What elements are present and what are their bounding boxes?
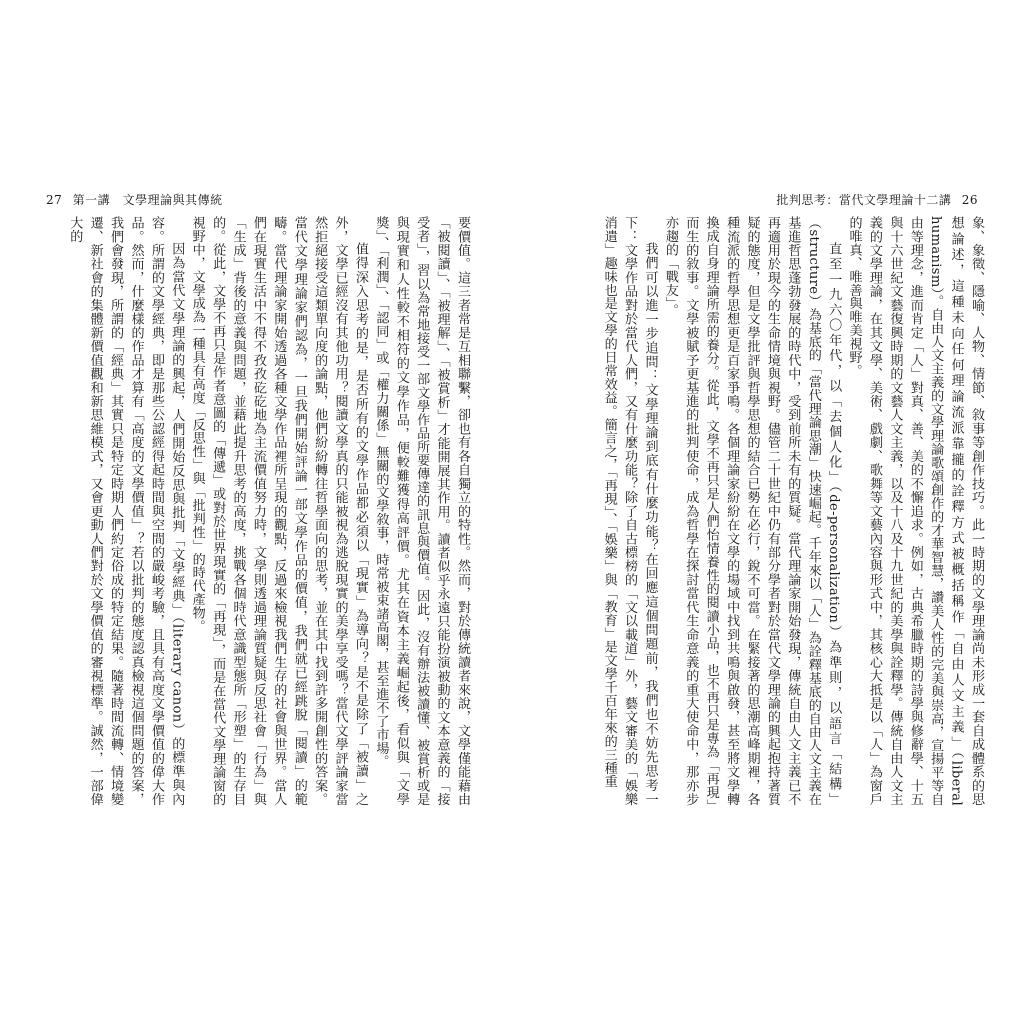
right-page-number: 26	[961, 193, 978, 207]
left-running-head-title: 第一講 文學理論與其傳統	[72, 193, 223, 207]
right-running-head-title: 批判思考：當代文學理論十二講	[776, 193, 952, 207]
right-page	[512, 0, 1024, 1024]
left-running-header	[40, 191, 223, 208]
body-paragraph: 值得深入思考的是，是否所有的文學作品都必須以「現實」為導向？是不是除了「被讀」之外，文學已經沒有其他功用？閱讀文學真的只能被視為逃脫現實的美學享受嗎？當代文學評論家當然拒絕接受這類單向度的論點，他們紛紛轉往哲學面向的思考，並在其中找到許多開創性的答案。當代文學理論家們認為，一旦我們開始評論一部文學作品的價值，我們就已經跳脫「閱讀」的範疇。當代理論家開始透過各種文學作品裡所呈現的觀點，反過來檢視我們生存的社會與世界。當人們在現實生活中不得不孜孜矻矻地為主流價值努力時，文學則透過理論質疑與反思社會「行為」與「生成」背後的意義與問題，並藉此提升思考的高度，挑戰各個時代意識型態所「形塑」的生存目的。從此，文學不再只是作者意圖的「傳遞」或對於世界現實的「再現」，而是在當代文學理論窗的視野中，文學成為一種具有高度「反思性」與「批判性」的時代產物。	[189, 216, 368, 806]
body-paragraph: 象、象徵、隱喻、人物、情節、敘事等創作技巧。此一時期的文學理論尚未形成一套自成體系的思想論述，這種未向任何理論流派靠攏的詮釋方式被概括稱作「自由人文主義」（liberal humanism）。自由人文主義的文學理論歌頌創作的才華智慧，讚美人性的完美與崇高，宣揚平等自由等理念，進而肯定「人」對真、善、美的不懈追求。例如，古典希臘時期的詩學與修辭學、十五與十六世紀文藝復興時期的文藝人文主義，以及十八及十九世紀的美學與詮釋學。傳統自由人文主義的文學理論，在其文學、美術、戲劇、歌舞等文藝內容與形式中，其核心大抵是以「人」為窗戶的唯真、唯善與唯美視野。	[846, 216, 984, 806]
body-paragraph: 我們可以進一步追問：文學理論到底有什麼功能？在回應這個問題前，我們也不妨先思考一下：文學作品對於當代人們，又有什麼功能？除了自古標榜的「文以載道」外，藝文審美的「娛樂消遣」趣味也是文學的日常效益。簡言之，「再現」、「娛樂」與「教育」是文學千百年來的三種重	[601, 216, 658, 806]
body-paragraph: 直至一九六〇年代，以「去個人化」（de-personalization）為準則，以語言「結構」（structure）為基底的「當代理論思潮」快速崛起。千年來以「人」為詮釋基底的自由人文主義在基進哲思蓬勃發展的時代中，受到前所未有的質疑。當代理論家開始發現，傳統自由人文主義已不再適用於現今的生命情境與視野。儘管二十世紀中仍有部分學者對於當代文學理論的興起抱持著質疑的態度，但是文學批評與哲學思想的結合已勢在必行，銳不可當。在緊接著的思潮高峰期裡，各種流派的哲學思想更是百家爭鳴。各個理論家紛紛在文學的場域中找到共鳴與啟發，甚至將文學轉換成自身理論所需的養分。從此，文學不再只是人們怡情養性的閱讀小品，也不再只是專為「再現」而生的敘事。文學被賦予更基進的批判使命，成為哲學在探討當代生命意義的重大使命中，那亦步亦趨的「戰友」。	[662, 216, 842, 806]
right-running-header	[776, 191, 984, 208]
left-page-body	[40, 216, 472, 806]
body-paragraph: 因為當代文學理論的興起，人們開始反思與批判「文學經典」（literary canon）的標準與內容。所謂的文學經典，即是那些公認經得起時間與空間的嚴峻考驗，且具有高度文學價值的偉大作品。然而，什麼樣的作品才算有「高度的文學價值」？若以批判的態度認真檢視這個問題的答案，我們會發現，所謂的「經典」其實只是特定時期人們約定俗成的特定結果。隨著時間流轉、情境變遷、新社會的集體新價值觀和新思維模式，又會更動人們對於文學價值的審視標準。誠然，一部偉大的	[67, 216, 185, 806]
body-paragraph: 要價值。這三者常是互相聯繫，卻也有各自獨立的特性。然而，對於傳統讀者來說，文學僅能藉由「被閱讀」、「被理解」、「被賞析」才能開展其作用。讀者似乎永遠只能扮演被動的文本意義的「接受者」，習以為常地接受一部文學作品所要傳達的訊息與價值。因此，沒有辦法被讀懂、被賞析或是與現實和人性較不相符的文學作品，便較難獲得高評價。尤其在資本主義崛起後，看似與「文學獎」、「利潤」、「認同」或「權力關係」無關的文學敘事，時常被束諸高閣，甚至進不了市場。	[373, 216, 470, 806]
left-page-number: 27	[46, 193, 63, 207]
right-page-body	[520, 216, 986, 806]
